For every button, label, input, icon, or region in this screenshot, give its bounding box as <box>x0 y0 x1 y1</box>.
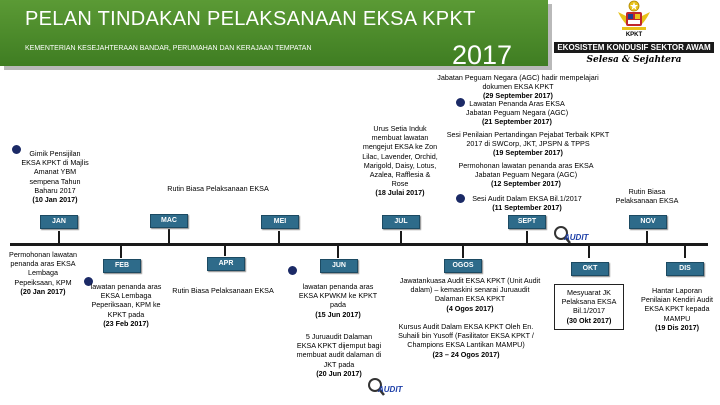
tick-okt <box>588 246 590 258</box>
event-date: (4 Ogos 2017) <box>446 303 494 313</box>
event-date: (15 Jun 2017) <box>315 309 361 319</box>
tick-jul <box>400 231 402 243</box>
event-nov: Rutin Biasa Pelaksanaan EKSA <box>615 187 679 206</box>
event-date: (19 Dis 2017) <box>655 322 699 332</box>
tick-sept <box>526 231 528 243</box>
month-feb: FEB <box>103 259 141 273</box>
tick-jun <box>337 246 339 258</box>
bullet-dot <box>288 266 297 275</box>
event-date: (23 – 24 Ogos 2017) <box>432 349 500 359</box>
month-mei: MEI <box>261 215 299 229</box>
month-jan: JAN <box>40 215 78 229</box>
month-mac: MAC <box>150 214 188 228</box>
audit-magnifier-icon <box>552 224 589 246</box>
event-date: (20 Jun 2017) <box>316 368 362 378</box>
audit-label: AUDIT <box>564 233 589 242</box>
event-date: (20 Jan 2017) <box>20 286 66 296</box>
tick-feb <box>120 246 122 258</box>
month-okt: OKT <box>571 262 609 276</box>
event-sept-1: Jabatan Peguam Negara (AGC) hadir mempelajari dokumen EKSA KPKT (29 September 2017) <box>437 73 599 101</box>
event-sept-2: Lawatan Penanda Aras EKSA Jabatan Peguam Negara (AGC) (21 September 2017) <box>465 99 569 127</box>
logo-program: EKOSISTEM KONDUSIF SEKTOR AWAM <box>554 42 714 53</box>
event-sept-4: Permohonan lawatan penanda aras EKSA Jabatan Peguam Negara (AGC) (12 September 2017) <box>458 161 594 189</box>
month-sept: SEPT <box>508 215 546 229</box>
tick-mac <box>168 229 170 243</box>
event-date: (23 Feb 2017) <box>103 318 149 328</box>
tick-mei <box>278 231 280 243</box>
title-banner <box>0 0 548 70</box>
event-date: (29 September 2017) <box>483 91 553 101</box>
tick-nov <box>646 231 648 243</box>
tick-apr <box>224 246 226 256</box>
event-ogos-2: Kursus Audit Dalam EKSA KPKT Oleh En. Suhaili bin Yusoff (Fasilitator EKSA KPKT / Champions EKSA Lantikan MAMPU) (23 – 24 Ogos 2017) <box>398 322 534 359</box>
audit-magnifier-icon <box>366 376 403 398</box>
event-jun-1: lawatan penanda aras EKSA KPWKM ke KPKT pada (15 Jun 2017) <box>298 282 378 319</box>
audit-label: AUDIT <box>378 385 403 394</box>
event-jan-bottom: Permohonan lawatan penanda aras EKSA Lembaga Pepeiksaan, KPM (20 Jan 2017) <box>9 250 77 296</box>
event-dis: Hantar Laporan Penilaian Kendiri Audit EKSA KPKT kepada MAMPU (19 Dis 2017) <box>641 286 713 332</box>
event-feb: lawatan penanda aras EKSA Lembaga Peperiksaan, KPM ke KPKT pada (23 Feb 2017) <box>90 282 162 328</box>
timeline-axis <box>10 243 708 246</box>
month-apr: APR <box>207 257 245 271</box>
crest-icon <box>614 0 654 32</box>
month-jun: JUN <box>320 259 358 273</box>
event-date: (12 September 2017) <box>491 179 561 189</box>
tick-dis <box>684 246 686 258</box>
event-okt-box <box>554 284 624 330</box>
month-jul: JUL <box>382 215 420 229</box>
month-ogos: OGOS <box>444 259 482 273</box>
event-ogos-1: Jawatankuasa Audit EKSA KPKT (Unit Audit dalam) – kemaskini senarai Juruaudit Dalaman EKSA KPKT (4 Ogos 2017) <box>399 276 541 313</box>
event-date: (19 September 2017) <box>493 148 563 158</box>
event-apr: Rutin Biasa Pelaksanaan EKSA <box>172 286 274 295</box>
tick-jan <box>58 231 60 243</box>
year-label: 2017 <box>452 40 513 70</box>
event-date: (18 Julai 2017) <box>375 188 425 198</box>
event-date: (21 September 2017) <box>482 117 552 127</box>
event-okt: Mesyuarat JK Pelaksana EKSA Bil.1/2017 (30 Okt 2017) <box>561 288 617 325</box>
kpkt-logo <box>554 0 714 72</box>
page-subtitle: KEMENTERIAN KESEJAHTERAAN BANDAR, PERUMAHAN DAN KERAJAAN TEMPATAN <box>25 45 312 52</box>
month-dis: DIS <box>666 262 704 276</box>
logo-org: KPKT <box>625 32 643 38</box>
page-title: PELAN TINDAKAN PELAKSANAAN EKSA KPKT <box>25 8 476 30</box>
event-jan-top: Gimik Pensijilan EKSA KPKT di Majlis Amanat YBM sempena Tahun Baharu 2017 (10 Jan 2017) <box>21 149 89 205</box>
event-jun-2: 5 Juruaudit Dalaman EKSA KPKT dijemput bagi membuat audit dalaman di JKT pada (20 Jun 2017) <box>296 332 382 378</box>
event-mac: Rutin Biasa Pelaksanaan EKSA <box>167 184 269 193</box>
event-jul: Urus Setia Induk membuat lawatan mengejut EKSA ke Zon Lilac, Lavender, Orchid, Marigold, Daisy, Lotus, Azalea, Rafflesia & Rose (18 Julai 2017) <box>362 124 438 198</box>
month-nov: NOV <box>629 215 667 229</box>
logo-slogan: Selesa & Sejahtera <box>586 55 682 65</box>
event-sept-3: Sesi Penilaian Pertandingan Pejabat Terbaik KPKT 2017 di SWCorp, JKT, JPSPN & TPPS (19 September 2017) <box>446 130 610 158</box>
event-date: (10 Jan 2017) <box>32 195 78 205</box>
event-date: (30 Okt 2017) <box>566 315 612 325</box>
event-sept-5: Sesi Audit Dalam EKSA Bil.1/2017 (11 September 2017) <box>472 194 582 213</box>
tick-ogos <box>462 246 464 258</box>
event-date: (11 September 2017) <box>492 203 562 213</box>
